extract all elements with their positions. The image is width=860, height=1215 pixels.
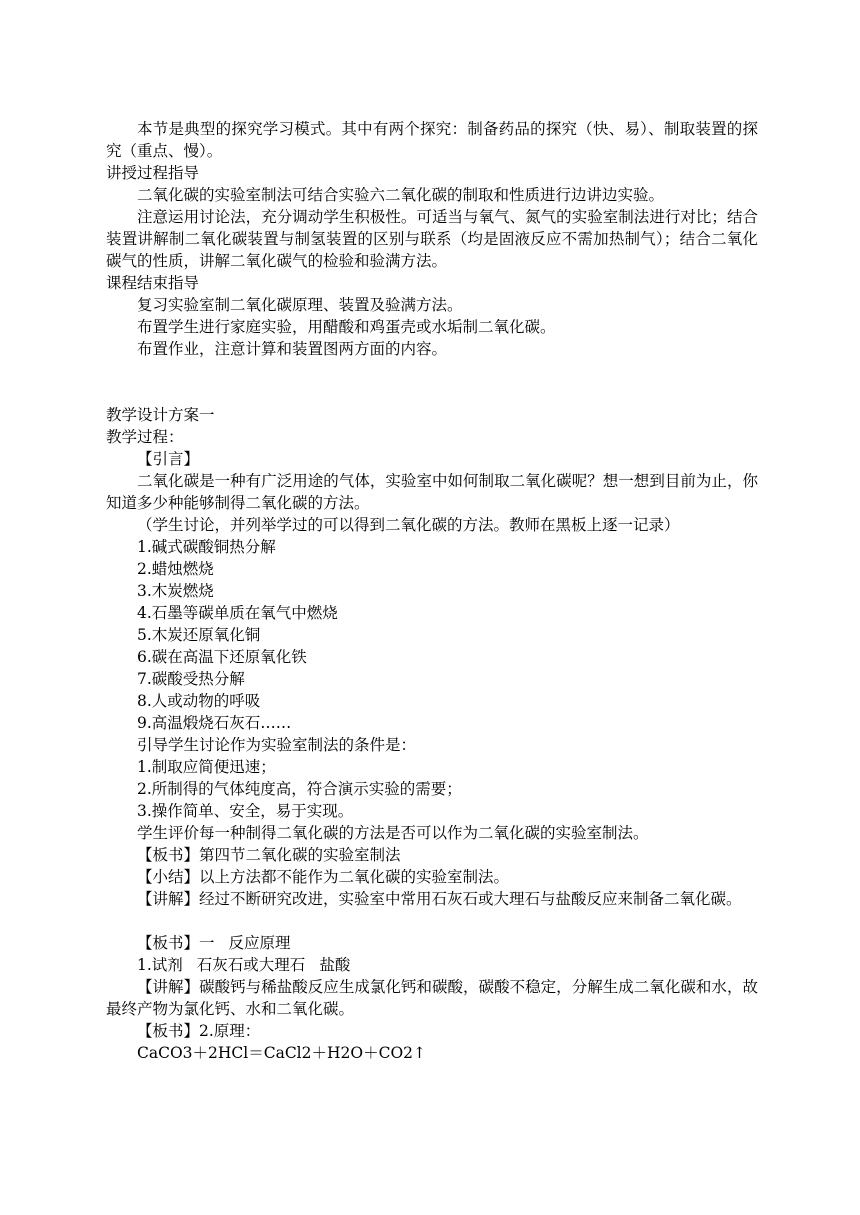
method-item: 1.碱式碳酸铜热分解: [137, 538, 276, 556]
paragraph-conditions-intro: 引导学生讨论作为实验室制法的条件是：: [137, 736, 417, 754]
reagent-solid: 石灰石或大理石: [196, 956, 306, 974]
paragraph-review: 复习实验室制二氧化碳原理、装置及验满方法。: [137, 296, 463, 314]
paragraph-student-evaluation: 学生评价每一种制得二氧化碳的方法是否可以作为二氧化碳的实验室制法。: [137, 824, 649, 842]
method-item: 6.碳在高温下还原氧化铁: [137, 648, 307, 666]
heading-closing-guide: 课程结束指导: [106, 274, 200, 292]
condition-item: 2.所制得的气体纯度高，符合演示实验的需要；: [137, 780, 462, 798]
board-label: 【板书】一: [137, 934, 215, 952]
condition-item: 1.制取应简便迅速；: [137, 758, 276, 776]
paragraph-student-discussion: （学生讨论，并列举学过的可以得到二氧化碳的方法。教师在黑板上逐一记录）: [137, 516, 680, 534]
method-item: 9.高温煅烧石灰石……: [137, 714, 292, 732]
method-item: 5.木炭还原氧化铜: [137, 626, 261, 644]
summary: 【小结】以上方法都不能作为二氧化碳的实验室制法。: [137, 868, 510, 886]
reagents-line: [106, 954, 789, 976]
board-heading: 反应原理: [228, 934, 291, 952]
reagents-label: 1.试剂: [137, 956, 183, 974]
reagent-acid: 盐酸: [319, 956, 351, 974]
method-item: 8.人或动物的呼吸: [137, 692, 261, 710]
board-reaction-principle: [106, 932, 789, 954]
heading-design-plan: 教学设计方案一: [106, 406, 215, 424]
explanation-reaction: 【讲解】碳酸钙与稀盐酸反应生成氯化钙和碳酸，碳酸不稳定，分解生成二氧化碳和水，故最终产物为氯化钙、水和二氧化碳。: [106, 978, 758, 1018]
condition-item: 3.操作简单、安全，易于实现。: [137, 802, 354, 820]
board-principle: 【板书】2.原理：: [137, 1022, 261, 1040]
method-item: 2.蜡烛燃烧: [137, 560, 214, 578]
method-item: 7.碳酸受热分解: [137, 670, 245, 688]
paragraph-experiment: 二氧化碳的实验室制法可结合实验六二氧化碳的制取和性质进行边讲边实验。: [137, 186, 665, 204]
chemical-equation: CaCO3＋2HCl＝CaCl2＋H2O＋CO2↑: [137, 1044, 427, 1062]
board-title: 【板书】第四节二氧化碳的实验室制法: [137, 846, 401, 864]
heading-lecture-guide: 讲授过程指导: [106, 164, 200, 182]
paragraph-homework: 布置作业，注意计算和装置图两方面的内容。: [137, 340, 448, 358]
paragraph-question: 二氧化碳是一种有广泛用途的气体，实验室中如何制取二氧化碳呢？想一想到目前为止，你知道多少种能够制得二氧化碳的方法。: [106, 472, 758, 512]
method-item: 4.石墨等碳单质在氧气中燃烧: [137, 604, 338, 622]
heading-teaching-process: 教学过程：: [106, 428, 184, 446]
explanation-method: 【讲解】经过不断研究改进，实验室中常用石灰石或大理石与盐酸反应来制备二氧化碳。: [137, 890, 742, 908]
tag-introduction: 【引言】: [137, 450, 200, 468]
paragraph-home-experiment: 布置学生进行家庭实验，用醋酸和鸡蛋壳或水垢制二氧化碳。: [137, 318, 556, 336]
paragraph-intro: 本节是典型的探究学习模式。其中有两个探究：制备药品的探究（快、易）、制取装置的探究（重点、慢）。: [106, 120, 758, 160]
paragraph-discussion: 注意运用讨论法，充分调动学生积极性。可适当与氧气、氮气的实验室制法进行对比；结合装置讲解制二氧化碳装置与制氢装置的区别与联系（均是固液反应不需加热制气）；结合二氧化碳气的性质，讲解二氧化碳气的检验和验满方法。: [106, 208, 758, 270]
method-item: 3.木炭燃烧: [137, 582, 214, 600]
